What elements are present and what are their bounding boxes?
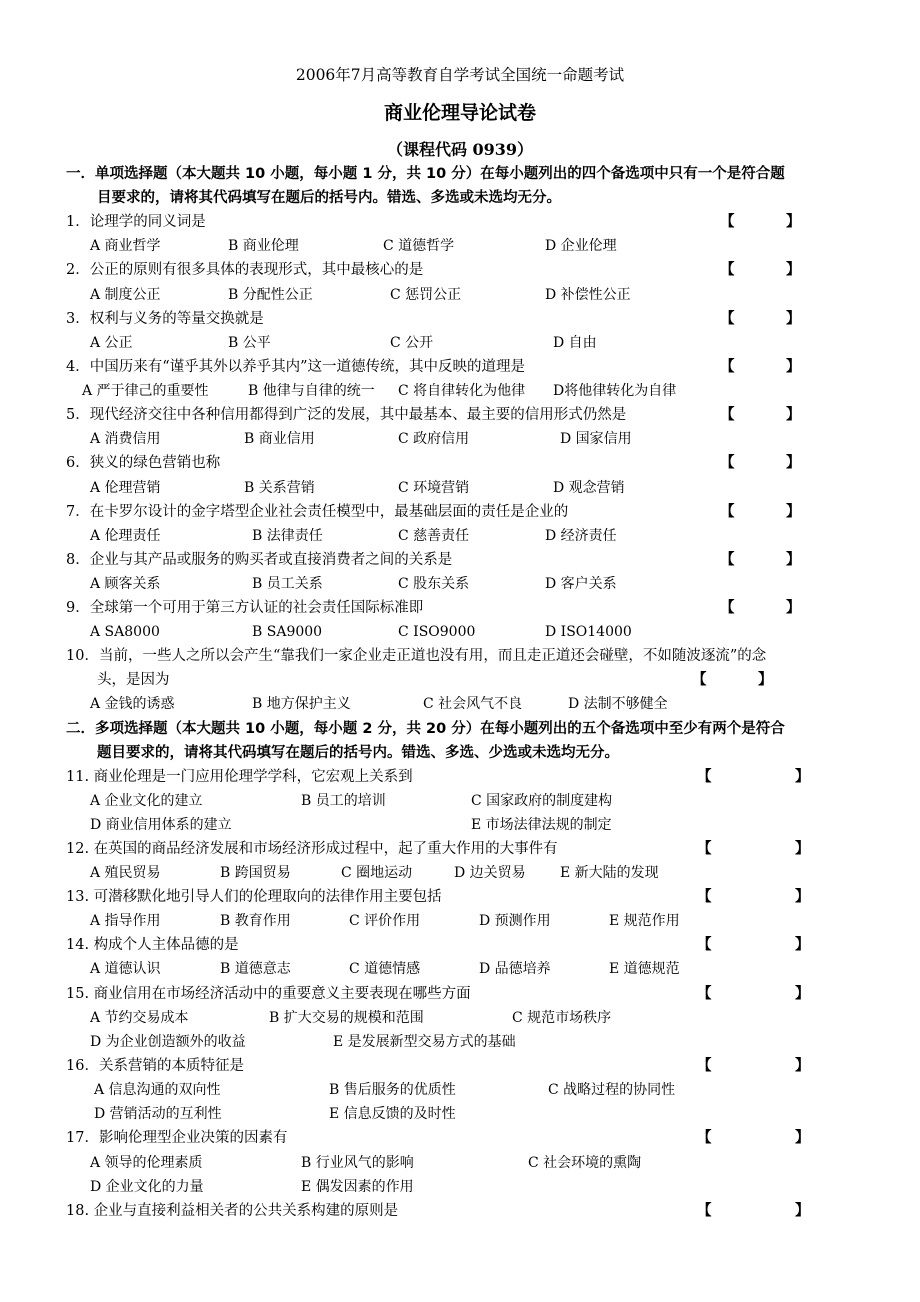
q9-option-d: D ISO14000 <box>545 624 632 640</box>
q15-option-d: D 为企业创造额外的收益 <box>90 1034 246 1050</box>
answer-bracket-right: 】 <box>786 455 801 471</box>
answer-bracket-left: 【 <box>697 937 712 953</box>
q13-option-e: E 规范作用 <box>609 913 680 929</box>
answer-bracket-right: 】 <box>795 889 810 905</box>
q8-option-d: D 客户关系 <box>545 576 617 592</box>
q12-option-a: A 殖民贸易 <box>90 865 161 881</box>
q7-option-a: A 伦理责任 <box>90 528 161 544</box>
question-5-stem: 5．现代经济交往中各种信用都得到广泛的发展，其中最基本、最主要的信用形式仍然是 <box>66 407 627 423</box>
q13-option-d: D 预测作用 <box>479 913 551 929</box>
q2-option-c: C 惩罚公正 <box>390 287 462 303</box>
answer-bracket-left: 【 <box>720 311 735 327</box>
q3-option-a: A 公正 <box>90 335 133 351</box>
q1-option-b: B 商业伦理 <box>228 238 299 254</box>
q12-option-c: C 圈地运动 <box>341 865 413 881</box>
question-8-stem: 8．企业与其产品或服务的购买者或直接消费者之间的关系是 <box>66 552 453 568</box>
q2-option-a: A 制度公正 <box>90 287 161 303</box>
q14-option-a: A 道德认识 <box>90 961 161 977</box>
question-13-stem: 13. 可潜移默化地引导人们的伦理取向的法律作用主要包括 <box>66 889 442 905</box>
answer-bracket-left: 【 <box>720 407 735 423</box>
q6-option-c: C 环境营销 <box>398 480 470 496</box>
q10-option-d: D 法制不够健全 <box>568 696 668 712</box>
q3-option-b: B 公平 <box>228 335 271 351</box>
course-code: （课程代码 0939） <box>386 140 534 159</box>
q17-option-a: A 领导的伦理素质 <box>90 1155 203 1171</box>
q10-option-c: C 社会风气不良 <box>423 696 523 712</box>
q15-option-c: C 规范市场秩序 <box>512 1010 612 1026</box>
q13-option-c: C 评价作用 <box>349 913 421 929</box>
question-10-stem-cont: 头，是因为 <box>97 672 170 688</box>
answer-bracket-left: 【 <box>697 1203 712 1219</box>
q11-option-b: B 员工的培训 <box>301 793 386 809</box>
question-11-stem: 11. 商业伦理是一门应用伦理学学科，它宏观上关系到 <box>66 769 413 785</box>
answer-bracket-left: 【 <box>697 841 712 857</box>
answer-bracket-left: 【 <box>720 504 735 520</box>
q11-option-c: C 国家政府的制度建构 <box>471 793 613 809</box>
q10-option-b: B 地方保护主义 <box>252 696 351 712</box>
question-7-stem: 7．在卡罗尔设计的金字塔型企业社会责任模型中，最基础层面的责任是企业的 <box>66 504 569 520</box>
q14-option-d: D 品德培养 <box>479 961 551 977</box>
question-9-stem: 9．全球第一个可用于第三方认证的社会责任国际标准即 <box>66 600 424 616</box>
q16-option-e: E 信息反馈的及时性 <box>329 1106 456 1122</box>
q3-option-c: C 公开 <box>390 335 434 351</box>
answer-bracket-right: 】 <box>795 1130 810 1146</box>
answer-bracket-right: 】 <box>786 311 801 327</box>
answer-bracket-right: 】 <box>795 937 810 953</box>
q4-option-a: A 严于律己的重要性 <box>82 383 209 399</box>
section2-instructions-line1: 二．多项选择题（本大题共 10 小题，每小题 2 分，共 20 分）在每小题列出的五个备选项中至少有两个是符合 <box>66 721 785 737</box>
q14-option-e: E 道德规范 <box>609 961 680 977</box>
answer-bracket-right: 】 <box>786 214 801 230</box>
q4-option-b: B 他律与自律的统一 <box>248 383 375 399</box>
q9-option-b: B SA9000 <box>252 624 323 640</box>
question-4-stem: 4．中国历来有“谨乎其外以养乎其内”这一道德传统，其中反映的道理是 <box>66 359 526 375</box>
answer-bracket-left: 【 <box>720 262 735 278</box>
q9-option-c: C ISO9000 <box>398 624 476 640</box>
q12-option-e: E 新大陆的发现 <box>560 865 659 881</box>
section1-instructions-line1: 一．单项选择题（本大题共 10 小题，每小题 1 分，共 10 分）在每小题列出的四个备选项中只有一个是符合题 <box>66 166 785 182</box>
q14-option-c: C 道德情感 <box>349 961 421 977</box>
q17-option-e: E 偶发因素的作用 <box>301 1179 414 1195</box>
answer-bracket-right: 】 <box>795 769 810 785</box>
question-6-stem: 6．狭义的绿色营销也称 <box>66 455 221 471</box>
q8-option-b: B 员工关系 <box>252 576 323 592</box>
answer-bracket-left: 【 <box>697 889 712 905</box>
q11-option-e: E 市场法律法规的制定 <box>471 817 612 833</box>
answer-bracket-right: 】 <box>795 1058 810 1074</box>
q4-option-c: C 将自律转化为他律 <box>398 383 526 399</box>
q13-option-b: B 教育作用 <box>220 913 291 929</box>
question-2-stem: 2．公正的原则有很多具体的表现形式，其中最核心的是 <box>66 262 424 278</box>
answer-bracket-right: 】 <box>786 359 801 375</box>
answer-bracket-right: 】 <box>786 262 801 278</box>
q7-option-b: B 法律责任 <box>252 528 323 544</box>
answer-bracket-left: 【 <box>720 455 735 471</box>
q16-option-b: B 售后服务的优质性 <box>329 1082 456 1098</box>
q7-option-d: D 经济责任 <box>545 528 617 544</box>
q5-option-b: B 商业信用 <box>244 431 315 447</box>
q11-option-d: D 商业信用体系的建立 <box>90 817 232 833</box>
q12-option-d: D 边关贸易 <box>454 865 526 881</box>
answer-bracket-left: 【 <box>697 1058 712 1074</box>
question-17-stem: 17．影响伦理型企业决策的因素有 <box>66 1130 288 1146</box>
q5-option-d: D 国家信用 <box>560 431 632 447</box>
question-16-stem: 16．关系营销的本质特征是 <box>66 1058 244 1074</box>
q1-option-c: C 道德哲学 <box>383 238 455 254</box>
exam-title: 商业伦理导论试卷 <box>383 102 536 124</box>
q14-option-b: B 道德意志 <box>220 961 291 977</box>
q16-option-c: C 战略过程的协同性 <box>548 1082 676 1098</box>
answer-bracket-right: 】 <box>758 672 773 688</box>
answer-bracket-right: 】 <box>786 504 801 520</box>
q16-option-d: D 营销活动的互利性 <box>94 1106 222 1122</box>
q17-option-c: C 社会环境的熏陶 <box>528 1155 642 1171</box>
q17-option-b: B 行业风气的影响 <box>301 1155 414 1171</box>
question-10-stem: 10．当前，一些人之所以会产生“靠我们一家企业走正道也没有用，而且走正道还会碰壁，不如随波逐流”的念 <box>66 648 767 664</box>
q4-option-d: D将他律转化为自律 <box>553 383 677 399</box>
q6-option-a: A 伦理营销 <box>90 480 161 496</box>
q11-option-a: A 企业文化的建立 <box>90 793 203 809</box>
q7-option-c: C 慈善责任 <box>398 528 470 544</box>
q12-option-b: B 跨国贸易 <box>220 865 291 881</box>
q5-option-c: C 政府信用 <box>398 431 470 447</box>
q6-option-d: D 观念营销 <box>553 480 625 496</box>
answer-bracket-right: 】 <box>795 1203 810 1219</box>
answer-bracket-left: 【 <box>697 986 712 1002</box>
q3-option-d: D 自由 <box>553 335 597 351</box>
q8-option-a: A 顾客关系 <box>90 576 161 592</box>
answer-bracket-right: 】 <box>786 600 801 616</box>
section1-instructions-line2: 目要求的，请将其代码填写在题后的括号内。错选、多选或未选均无分。 <box>97 190 561 206</box>
q17-option-d: D 企业文化的力量 <box>90 1179 204 1195</box>
answer-bracket-right: 】 <box>786 552 801 568</box>
question-18-stem: 18. 企业与直接利益相关者的公共关系构建的原则是 <box>66 1203 399 1219</box>
answer-bracket-left: 【 <box>720 600 735 616</box>
q2-option-d: D 补偿性公正 <box>545 287 631 303</box>
answer-bracket-left: 【 <box>720 214 735 230</box>
answer-bracket-left: 【 <box>720 552 735 568</box>
q5-option-a: A 消费信用 <box>90 431 161 447</box>
question-1-stem: 1．论理学的同义词是 <box>66 214 206 230</box>
answer-bracket-left: 【 <box>697 1130 712 1146</box>
q6-option-b: B 关系营销 <box>244 480 315 496</box>
answer-bracket-left: 【 <box>720 359 735 375</box>
exam-header: 2006年7月高等教育自学考试全国统一命题考试 <box>295 66 625 84</box>
answer-bracket-left: 【 <box>692 672 707 688</box>
q8-option-c: C 股东关系 <box>398 576 470 592</box>
q10-option-a: A 金钱的诱惑 <box>90 696 175 712</box>
question-12-stem: 12. 在英国的商品经济发展和市场经济形成过程中，起了重大作用的大事件有 <box>66 841 558 857</box>
answer-bracket-right: 】 <box>795 986 810 1002</box>
answer-bracket-right: 】 <box>786 407 801 423</box>
q15-option-e: E 是发展新型交易方式的基础 <box>333 1034 516 1050</box>
section2-instructions-line2: 题目要求的，请将其代码填写在题后的括号内。错选、多选、少选或未选均无分。 <box>97 745 619 761</box>
answer-bracket-left: 【 <box>697 769 712 785</box>
answer-bracket-right: 】 <box>795 841 810 857</box>
q16-option-a: A 信息沟通的双向性 <box>94 1082 221 1098</box>
q1-option-d: D 企业伦理 <box>545 238 617 254</box>
q1-option-a: A 商业哲学 <box>90 238 161 254</box>
q15-option-a: A 节约交易成本 <box>90 1010 189 1026</box>
question-14-stem: 14. 构成个人主体品德的是 <box>66 937 239 953</box>
question-15-stem: 15. 商业信用在市场经济活动中的重要意义主要表现在哪些方面 <box>66 986 471 1002</box>
q15-option-b: B 扩大交易的规模和范围 <box>269 1010 424 1026</box>
q13-option-a: A 指导作用 <box>90 913 161 929</box>
question-3-stem: 3．权利与义务的等量交换就是 <box>66 311 264 327</box>
q2-option-b: B 分配性公正 <box>228 287 313 303</box>
q9-option-a: A SA8000 <box>90 624 160 640</box>
